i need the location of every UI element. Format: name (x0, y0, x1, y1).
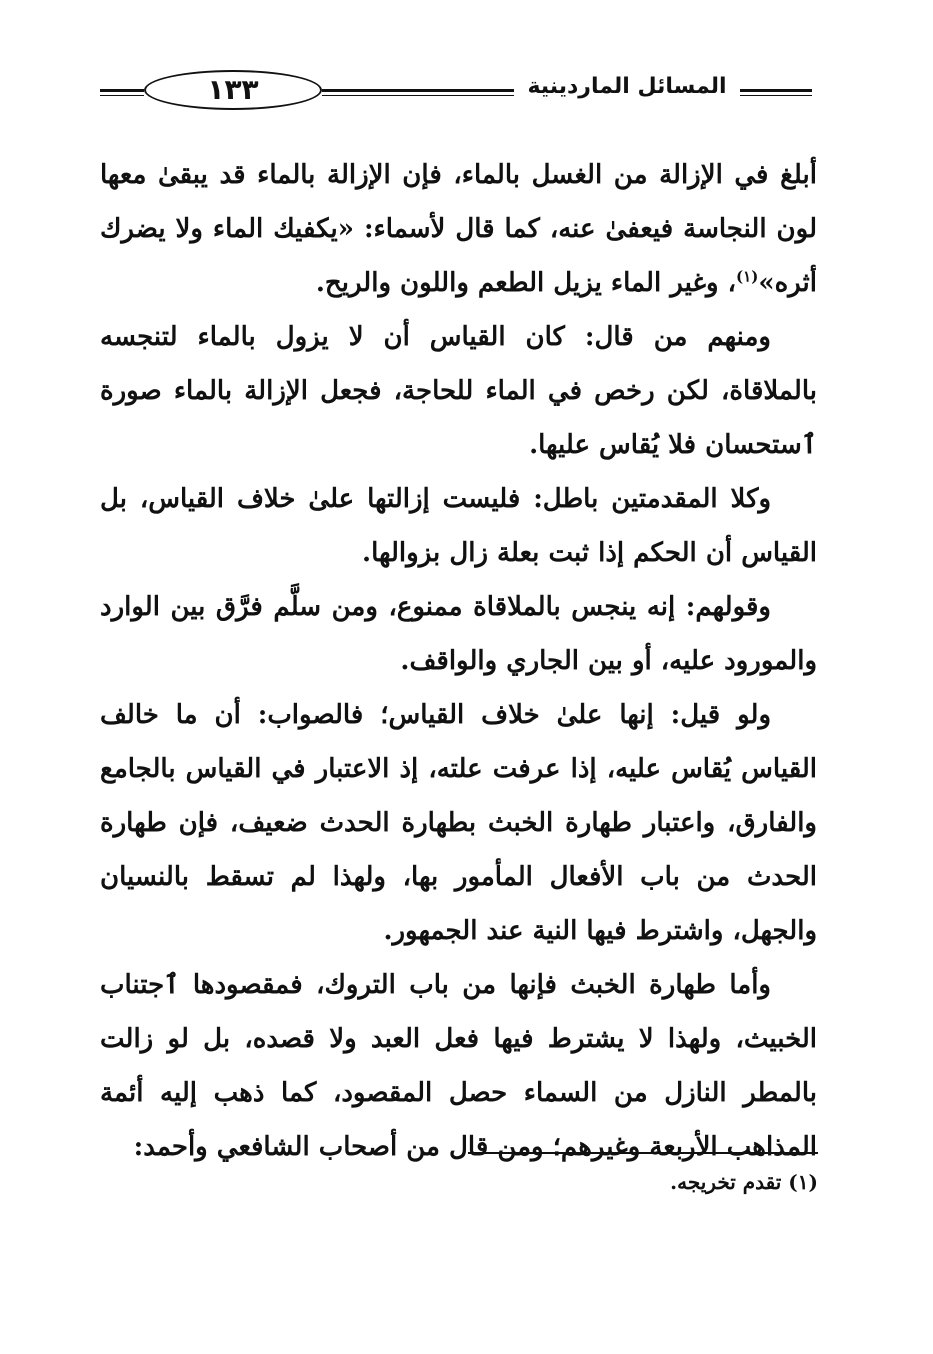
footnote-separator (468, 1152, 818, 1154)
header-rule-right (740, 89, 812, 96)
footnote-marker: (١) (736, 267, 759, 286)
paragraph (100, 310, 817, 472)
paragraph (100, 688, 817, 958)
running-title: المسائل الماردينية (527, 74, 727, 99)
paragraph-text: وقولهم: إنه ينجس بالملاقاة ممنوع، ومن سلَّم فرَّق بين الوارد والمورود عليه، أو بين الجاري والواقف. (100, 592, 817, 676)
paragraph (100, 958, 817, 1174)
paragraph (100, 580, 817, 688)
paragraph-text: وكلا المقدمتين باطل: فليست إزالتها علىٰ خلاف القياس، بل القياس أن الحكم إذا ثبت بعلة زال بزوالها. (100, 484, 817, 568)
paragraph-text: ، وغير الماء يزيل الطعم واللون والريح. (315, 268, 737, 298)
paragraph-text: ومنهم من قال: كان القياس أن لا يزول بالماء لتنجسه بالملاقاة، لكن رخص في الماء للحاجة، فجعل الإزالة بالماء صورة ٱستحسان فلا يُقاس عليها. (100, 322, 817, 460)
paragraph (100, 148, 817, 310)
paragraph-text: وأما طهارة الخبث فإنها من باب التروك، فمقصودها ٱجتناب الخبيث، ولهذا لا يشترط فيها فعل العبد ولا قصده، بل لو زالت بالمطر النازل من السماء حصل المقصود، كما ذهب إليه أئمة المذاهب الأربعة وغيرهم؛ ومن قال من أصحاب الشافعي وأحمد: (100, 970, 817, 1162)
paragraph (100, 472, 817, 580)
body-text (100, 148, 817, 1174)
footnotes (468, 1162, 818, 1202)
paragraph-text: ولو قيل: إنها علىٰ خلاف القياس؛ فالصواب: أن ما خالف القياس يُقاس عليه، إذا عرفت علته، إذ الاعتبار في القياس بالجامع والفارق، واعتبار طهارة الخبث بطهارة الحدث ضعيف، فإن طهارة الحدث من باب الأفعال المأمور بها، ولهذا لم تسقط بالنسيان والجهل، واشترط فيها النية عند الجمهور. (100, 700, 817, 946)
paragraph-text: أبلغ في الإزالة من الغسل بالماء، فإن الإزالة بالماء قد يبقىٰ معها لون النجاسة فيعفىٰ عنه، كما قال لأسماء: «يكفيك الماء ولا يضرك أثره» (100, 160, 817, 298)
page-number: ١٣٣ (144, 70, 322, 110)
page-header (100, 68, 812, 116)
header-rule-left (100, 89, 144, 96)
header-rule-middle (322, 89, 514, 96)
footnote-item: (١) تقدم تخريجه. (670, 1170, 818, 1194)
